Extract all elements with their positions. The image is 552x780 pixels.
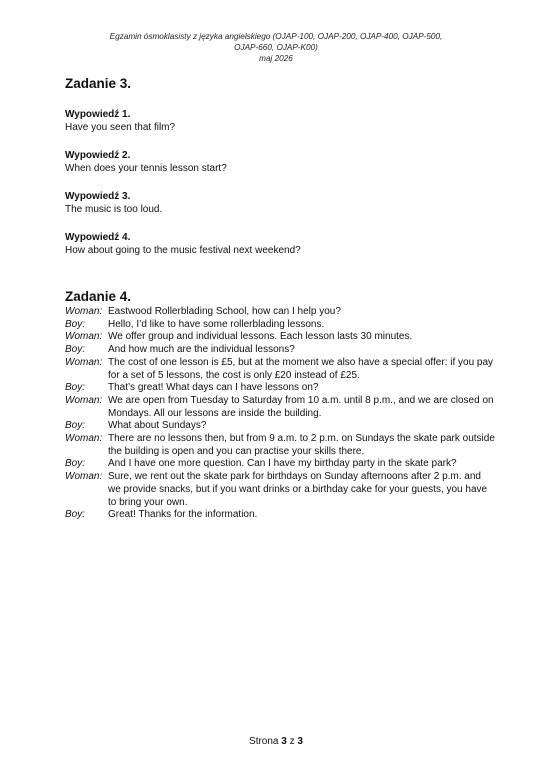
utterance-4 <box>65 231 505 257</box>
speech-text: There are no lessons then, but from 9 a.m. to 2 p.m. on Sundays the skate park outside the building is open and you can practise your skills there. <box>108 433 495 457</box>
task3-utterances <box>65 108 505 272</box>
utterance-title: Wypowiedź 3. <box>65 191 131 202</box>
speech-text: Eastwood Rollerblading School, how can I help you? <box>108 306 341 317</box>
speech-text: Sure, we rent out the skate park for birthdays on Sunday afternoons after 2 p.m. and we provide snacks, but if you want drinks or a birthday cake for your guests, you have to bring your own. <box>108 471 488 508</box>
dialogue-turn <box>65 382 495 395</box>
speaker-label: Boy: <box>65 420 86 432</box>
page-number-prefix: Strona <box>249 736 279 747</box>
speech-text: That’s great! What days can I have lessons on? <box>108 382 319 394</box>
speaker-label: Boy: <box>65 509 86 521</box>
utterance-3 <box>65 190 505 216</box>
speaker-label: Boy: <box>65 344 86 356</box>
speaker-label: Woman: <box>65 471 103 483</box>
speaker-label: Boy: <box>65 318 86 330</box>
utterance-text: How about going to the music festival next weekend? <box>65 245 301 256</box>
utterance-text: Have you seen that film? <box>65 122 176 133</box>
speech-text: And I have one more question. Can I have my birthday party in the skate park? <box>108 458 457 470</box>
utterance-1 <box>65 108 505 134</box>
speaker-label: Boy: <box>65 382 86 394</box>
speech-text: Great! Thanks for the information. <box>108 509 258 521</box>
dialogue-turn <box>65 331 495 344</box>
page-footer <box>0 736 552 747</box>
page-number-separator: z <box>289 736 295 747</box>
dialogue-turn <box>65 471 495 509</box>
speech-text: And how much are the individual lessons? <box>108 344 295 356</box>
task4-title: Zadanie 4. <box>65 289 132 304</box>
utterance-title: Wypowiedź 2. <box>65 150 131 161</box>
speech-text: We offer group and individual lessons. Each lesson lasts 30 minutes. <box>108 331 413 343</box>
dialogue-turn <box>65 509 495 522</box>
dialogue-turn <box>65 357 495 382</box>
header-date: maj 2026 <box>259 54 293 63</box>
task3-title: Zadanie 3. <box>65 76 132 91</box>
dialogue-turn <box>65 420 495 433</box>
speech-text: Hello, I’d like to have some rollerblading lessons. <box>108 318 325 330</box>
speech-text: The cost of one lesson is £5, but at the moment we also have a special offer: if you pay for a set of 5 lessons, the cost is only £20 instead of £25. <box>108 356 494 381</box>
speaker-label: Woman: <box>65 356 103 368</box>
page-number-current: 3 <box>281 736 287 747</box>
speaker-label: Woman: <box>65 306 103 317</box>
speaker-label: Boy: <box>65 458 86 470</box>
header-exam-title: Egzamin ósmoklasisty z języka angielskiego (OJAP-100, OJAP-200, OJAP-400, OJAP-500, <box>109 32 443 41</box>
task4-dialogue <box>65 306 495 522</box>
utterance-title: Wypowiedź 4. <box>65 232 131 243</box>
header-exam-codes: OJAP-660, OJAP-K00) <box>234 43 318 52</box>
dialogue-turn <box>65 395 495 420</box>
utterance-text: The music is too loud. <box>65 204 163 215</box>
speech-text: We are open from Tuesday to Saturday from 10 a.m. until 8 p.m., and we are closed on Mondays. All our lessons are inside the building. <box>108 394 494 419</box>
speaker-label: Woman: <box>65 331 103 343</box>
speaker-label: Woman: <box>65 433 103 445</box>
utterance-text: When does your tennis lesson start? <box>65 163 227 174</box>
dialogue-turn <box>65 458 495 471</box>
dialogue-turn <box>65 433 495 458</box>
utterance-title: Wypowiedź 1. <box>65 109 131 120</box>
dialogue-turn <box>65 344 495 357</box>
dialogue-turn <box>65 306 495 319</box>
speaker-label: Woman: <box>65 394 103 406</box>
dialogue-turn <box>65 319 495 332</box>
page-header <box>60 31 492 64</box>
page-number-total: 3 <box>297 736 303 747</box>
speech-text: What about Sundays? <box>108 420 207 432</box>
utterance-2 <box>65 149 505 175</box>
